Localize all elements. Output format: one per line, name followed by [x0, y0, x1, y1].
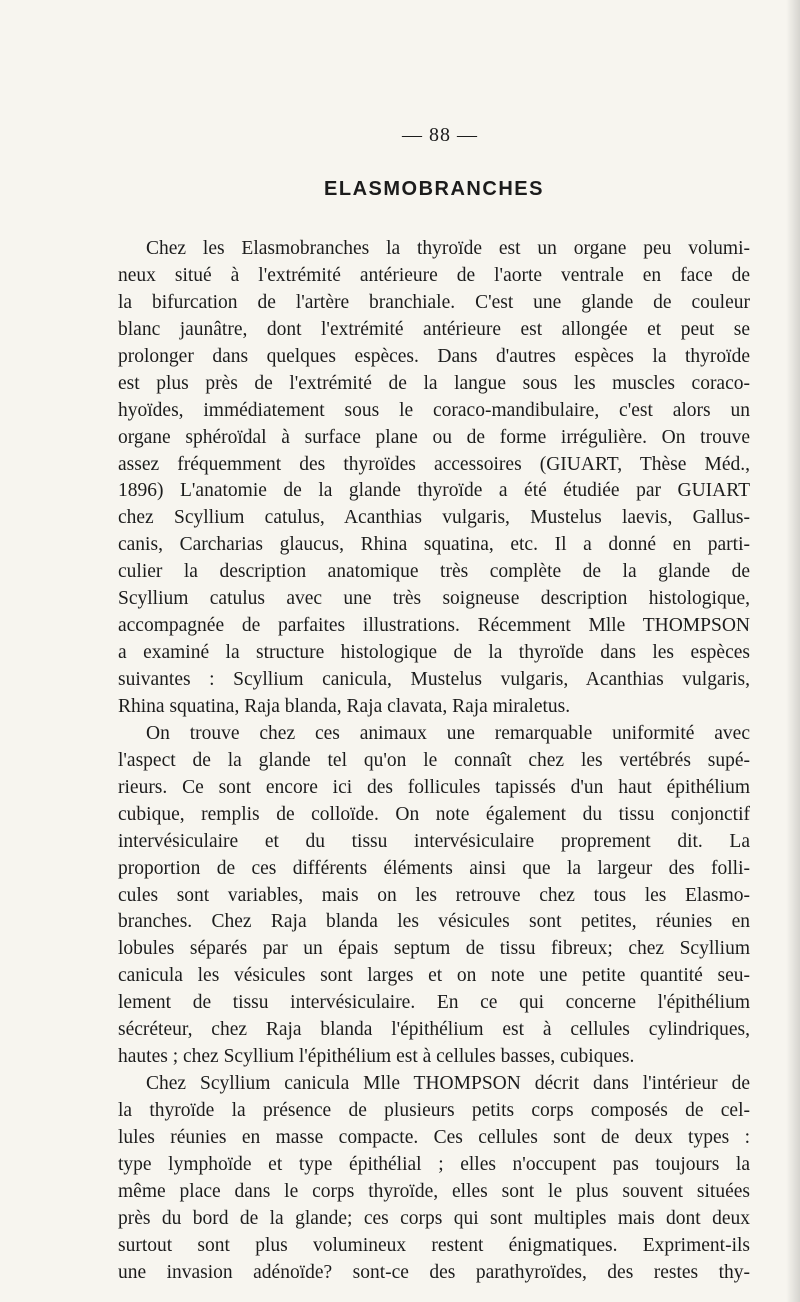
text-line: canicula les vésicules sont larges et on note une petite quantité seu-	[118, 965, 750, 987]
text-line: culier la description anatomique très complète de la glande de	[118, 561, 750, 583]
text-line: rieurs. Ce sont encore ici des follicules tapissés d'un haut épithélium	[118, 776, 750, 798]
text-line: branches. Chez Raja blanda les vésicules sont petites, réunies en	[118, 911, 750, 933]
text-line: proportion de ces différents éléments ainsi que la largeur des folli-	[118, 857, 750, 879]
text-line: est plus près de l'extrémité de la langue sous les muscles coraco-	[118, 372, 750, 394]
text-line: type lymphoïde et type épithélial ; elles n'occupent pas toujours la	[118, 1153, 750, 1175]
text-line: l'aspect de la glande tel qu'on le connaît chez les vertébrés supé-	[118, 749, 750, 771]
text-line: lobules séparés par un épais septum de tissu fibreux; chez Scyllium	[118, 938, 750, 960]
text-line: cules sont variables, mais on les retrouve chez tous les Elasmo-	[118, 884, 750, 906]
text-line: canis, Carcharias glaucus, Rhina squatina, etc. Il a donné en parti-	[118, 534, 750, 556]
text-line: On trouve chez ces animaux une remarquable uniformité avec	[146, 722, 750, 744]
text-line: près du bord de la glande; ces corps qui sont multiples mais dont deux	[118, 1207, 750, 1229]
text-line: 1896) L'anatomie de la glande thyroïde a été étudiée par GUIART	[118, 480, 750, 502]
text-line: neux situé à l'extrémité antérieure de l'aorte ventrale en face de	[118, 264, 750, 286]
section-heading: ELASMOBRANCHES	[324, 178, 544, 200]
text-line: Chez Scyllium canicula Mlle THOMPSON décrit dans l'intérieur de	[146, 1073, 750, 1095]
text-line: assez fréquemment des thyroïdes accessoires (GIUART, Thèse Méd.,	[118, 453, 750, 475]
text-line: intervésiculaire et du tissu intervésiculaire proprement dit. La	[118, 830, 750, 852]
text-line: blanc jaunâtre, dont l'extrémité antérieure est allongée et peut se	[118, 318, 750, 340]
text-line: hyoïdes, immédiatement sous le coraco-mandibulaire, c'est alors un	[118, 399, 750, 421]
text-line: cubique, remplis de colloïde. On note également du tissu conjonctif	[118, 803, 750, 825]
text-line: organe sphéroïdal à surface plane ou de forme irrégulière. On trouve	[118, 426, 750, 448]
text-line: même place dans le corps thyroïde, elles sont le plus souvent situées	[118, 1180, 750, 1202]
text-line: une invasion adénoïde? sont-ce des parathyroïdes, des restes thy-	[118, 1261, 750, 1283]
text-line: accompagnée de parfaites illustrations. Récemment Mlle THOMPSON	[118, 615, 750, 637]
page-number: — 88 —	[402, 124, 478, 146]
text-line: prolonger dans quelques espèces. Dans d'autres espèces la thyroïde	[118, 345, 750, 367]
text-line: la thyroïde la présence de plusieurs petits corps composés de cel-	[118, 1100, 750, 1121]
text-line: la bifurcation de l'artère branchiale. C'est une glande de couleur	[118, 291, 750, 313]
body-text	[118, 236, 750, 1287]
text-line: surtout sont plus volumineux restent énigmatiques. Expriment-ils	[118, 1234, 750, 1256]
text-line: lement de tissu intervésiculaire. En ce qui concerne l'épithélium	[118, 992, 750, 1014]
text-line: lules réunies en masse compacte. Ces cellules sont de deux types :	[118, 1126, 750, 1148]
text-line: sécréteur, chez Raja blanda l'épithélium est à cellules cylindriques,	[118, 1019, 750, 1041]
text-line: Chez les Elasmobranches la thyroïde est un organe peu volumi-	[146, 238, 750, 259]
text-line: hautes ; chez Scyllium l'épithélium est à cellules basses, cubiques.	[118, 1046, 635, 1068]
text-line: chez Scyllium catulus, Acanthias vulgaris, Mustelus laevis, Gallus-	[118, 507, 750, 529]
text-line: Scyllium catulus avec une très soigneuse description histologique,	[118, 588, 750, 610]
text-line: suivantes : Scyllium canicula, Mustelus vulgaris, Acanthias vulgaris,	[118, 669, 750, 690]
text-line: a examiné la structure histologique de la thyroïde dans les espèces	[118, 642, 750, 664]
page-edge-shadow	[786, 0, 800, 1302]
text-line: Rhina squatina, Raja blanda, Raja clavata, Raja miraletus.	[118, 695, 571, 717]
